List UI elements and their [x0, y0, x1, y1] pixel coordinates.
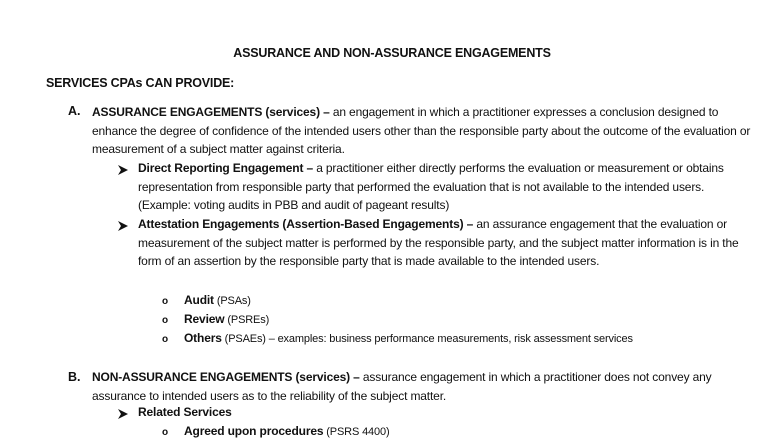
section-b-heading: NON-ASSURANCE ENGAGEMENTS (services) – — [92, 370, 360, 384]
sub-item-note: (PSRS 4400) — [323, 426, 390, 438]
section-b-marker: B. — [68, 370, 81, 384]
arrow-bullet-icon — [117, 164, 129, 176]
circle-bullet-icon: o — [162, 334, 169, 345]
section-b-item-related-services — [138, 403, 742, 422]
sub-item-review — [184, 310, 744, 330]
section-b-paragraph — [92, 368, 752, 405]
section-a-item-attestation — [138, 215, 742, 271]
arrow-bullet-icon — [117, 408, 129, 420]
arrow-bullet-icon — [117, 220, 129, 232]
item-heading: Attestation Engagements (Assertion-Based Engagements) – — [138, 217, 474, 231]
item-heading: Direct Reporting Engagement – — [138, 161, 314, 175]
section-b-text: assurance engagement in which a practitioner does not convey any assurance to intended users as to the reliability of the subject matter. — [92, 370, 712, 403]
item-text: a practitioner either directly performs the evaluation or measurement or obtains representation from responsible party that performed the evaluation that is not available to the intended users. (Example: voting audits in PBB and audit of pageant results) — [138, 161, 724, 213]
document-subtitle: SERVICES CPAs CAN PROVIDE: — [46, 76, 235, 90]
sub-item-label: Audit — [184, 293, 214, 307]
sub-item-note: (PSAs) — [213, 295, 251, 307]
sub-item-note: (PSAEs) – examples: business performance measurements, risk assessment services — [221, 333, 633, 345]
document-title: ASSURANCE AND NON-ASSURANCE ENGAGEMENTS — [233, 46, 551, 60]
section-a-heading: ASSURANCE ENGAGEMENTS (services) – — [92, 105, 330, 119]
item-text: an assurance engagement that the evaluation or measurement of the subject matter is performed by the responsible party, and the subject matter information is in the form of an assertion by the responsible party that is made available to the intended users. — [138, 217, 739, 269]
section-a-paragraph — [92, 103, 752, 159]
section-a-marker: A. — [68, 104, 81, 118]
circle-bullet-icon: o — [162, 296, 169, 307]
sub-item-label: Agreed upon procedures — [184, 424, 324, 438]
sub-item-note: (PSREs) — [224, 314, 270, 326]
circle-bullet-icon: o — [162, 427, 169, 438]
item-heading: Related Services — [138, 405, 232, 419]
circle-bullet-icon: o — [162, 315, 169, 326]
section-a-text: an engagement in which a practitioner expresses a conclusion designed to enhance the degree of confidence of the intended users other than the responsible party about the outcome of the evaluation or measurement of a subject matter against criteria. — [92, 105, 751, 157]
sub-item-others — [184, 329, 774, 349]
sub-item-label: Review — [184, 312, 225, 326]
section-a-item-direct-reporting — [138, 159, 742, 215]
sub-item-label: Others — [184, 331, 222, 345]
sub-item-agreed-upon-procedures — [184, 422, 744, 442]
sub-item-audit — [184, 291, 744, 311]
